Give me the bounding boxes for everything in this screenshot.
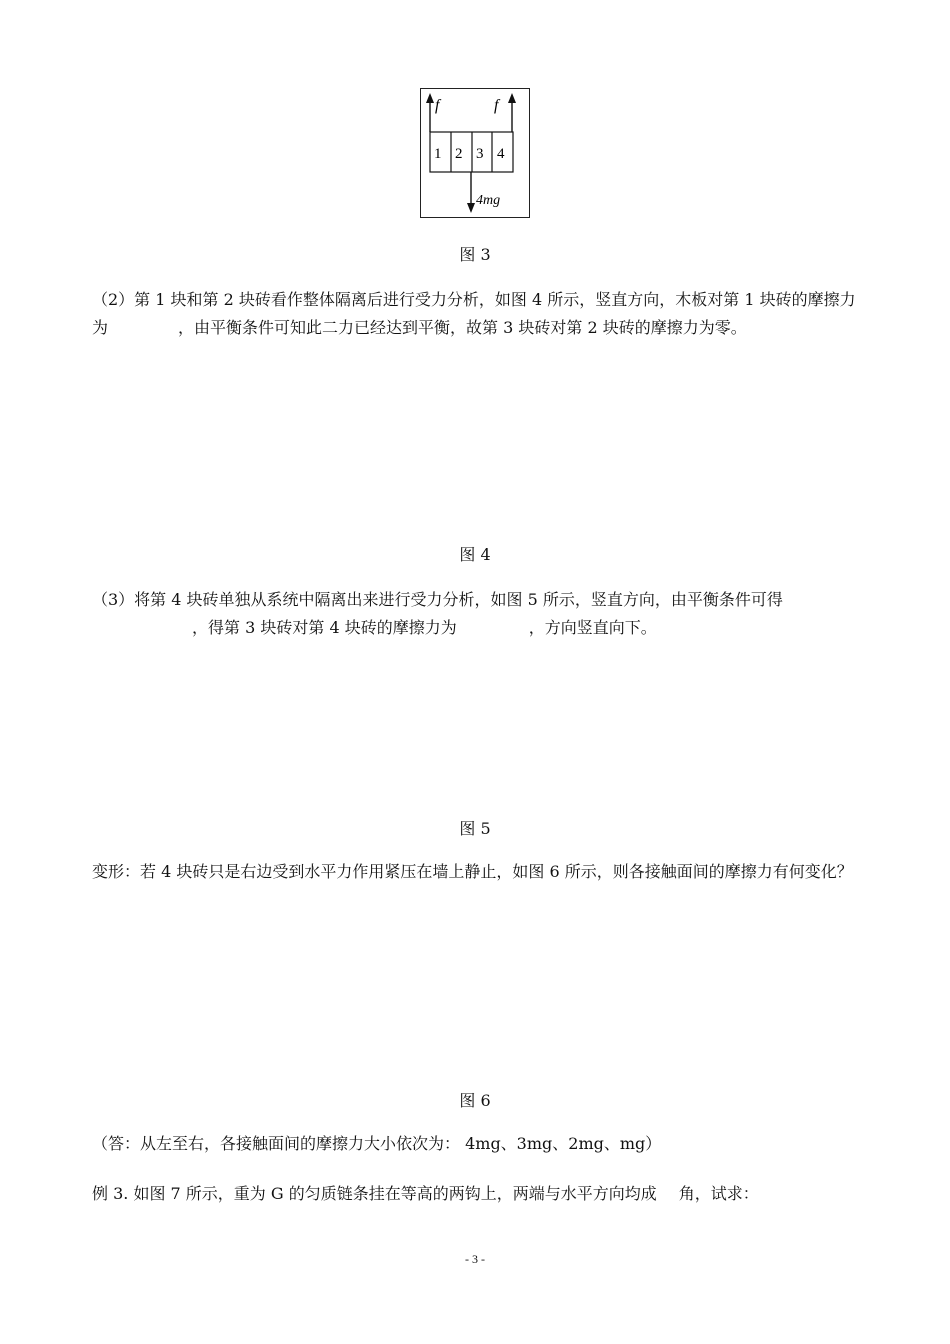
variant-paragraph: 变形：若 4 块砖只是右边受到水平力作用紧压在墙上静止，如图 6 所示，则各接触面间的摩擦力有何变化？ [92, 862, 853, 881]
weight-label: 4mg [476, 193, 501, 208]
paragraph-3 [92, 586, 862, 642]
brick-force-diagram [420, 88, 530, 218]
paragraph-3-part-a: （3）将第 4 块砖单独从系统中隔离出来进行受力分析，如图 5 所示，竖直方向，由平衡条件可得 [92, 590, 783, 609]
paragraph-3-part-b: ，得第 3 块砖对第 4 块砖的摩擦力为 [192, 618, 457, 637]
left-arrow-head [426, 93, 434, 103]
paragraph-2 [92, 286, 862, 342]
brick-label-2: 2 [455, 146, 463, 162]
example-3-paragraph [92, 1180, 862, 1208]
figure-4-caption: 图 4 [459, 545, 491, 564]
brick-label-1: 1 [434, 146, 442, 162]
figure-6-caption: 图 6 [459, 1091, 491, 1110]
example-3-part-a: 例 3. 如图 7 所示，重为 G 的匀质链条挂在等高的两钩上，两端与水平方向均成 [92, 1184, 657, 1203]
weight-arrow-head [467, 203, 475, 213]
figure-5-caption: 图 5 [459, 819, 491, 838]
brick-label-4: 4 [497, 146, 505, 162]
right-arrow-head [508, 93, 516, 103]
paragraph-3-part-c: ，方向竖直向下。 [528, 618, 657, 637]
page-number: - 3 - [465, 1252, 485, 1266]
right-f-label: f [494, 97, 499, 114]
figure-3-diagram [420, 88, 530, 218]
paragraph-2-part-b: ，由平衡条件可知此二力已经达到平衡，故第 3 块砖对第 2 块砖的摩擦力为零。 [178, 318, 747, 337]
example-3-part-b: 角，试求： [678, 1184, 759, 1203]
figure-3-caption: 图 3 [459, 245, 491, 264]
paragraph-2-part-a: （2）第 1 块和第 2 块砖看作整体隔离后进行受力分析，如图 4 所示，竖直方向，木板对第 1 块砖的摩擦力为 [92, 290, 856, 337]
brick-label-3: 3 [476, 146, 484, 162]
answer-paragraph: （答：从左至右，各接触面间的摩擦力大小依次为： 4mg、3mg、2mg、mg） [92, 1134, 662, 1153]
left-f-label: f [435, 97, 440, 114]
